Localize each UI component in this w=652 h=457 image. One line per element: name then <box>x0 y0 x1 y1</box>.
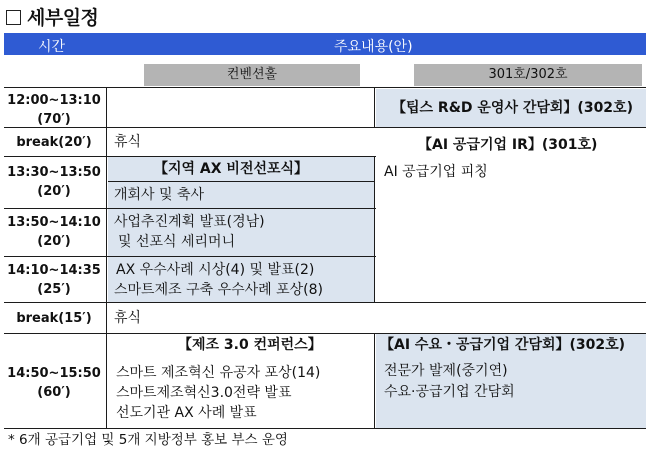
plan-presentation: 사업추진계획 발표(경남) <box>114 214 265 230</box>
header-time: 시간 <box>38 39 66 55</box>
conference-item: 스마트제조혁신3.0전략 발표 <box>116 385 292 401</box>
time-duration: (70′) <box>37 112 71 127</box>
break-time: break(15′) <box>16 311 92 326</box>
ceremony: 및 선포식 세리머니 <box>118 234 236 250</box>
table-top-line <box>4 87 646 88</box>
time-cell <box>2 91 106 129</box>
break-label: 휴식 <box>114 134 142 150</box>
time-range: 13:50~14:10 <box>7 215 101 230</box>
smart-mfg-awards: 스마트제조 구축 우수사례 포상(8) <box>114 282 323 298</box>
time-range: 14:10~14:35 <box>7 263 101 278</box>
row-line <box>4 302 646 303</box>
time-cell <box>2 364 106 402</box>
time-duration: (20′) <box>37 184 71 199</box>
footnote: * 6개 공급기업 및 5개 지방정부 홍보 부스 운영 <box>8 432 288 448</box>
time-column-line <box>106 87 107 428</box>
time-cell <box>2 261 106 299</box>
time-range: 13:30~13:50 <box>7 165 101 180</box>
header-content: 주요내용(안) <box>334 39 413 55</box>
time-cell <box>2 163 106 201</box>
checkbox-square-icon <box>6 10 21 25</box>
ax-vision-title: 【지역 AX 비전선포식】 <box>154 161 309 177</box>
opening-remarks: 개회사 및 축사 <box>114 187 205 203</box>
ai-demand-item: 전문가 발제(중기연) <box>384 363 508 379</box>
ax-awards: AX 우수사례 시상(4) 및 발표(2) <box>116 262 315 278</box>
row-line <box>4 256 376 257</box>
ai-ir-title: 【AI 공급기업 IR】(301호) <box>418 137 598 153</box>
conference-item: 선도기관 AX 사례 발표 <box>116 405 257 421</box>
title-text: 세부일정 <box>27 7 99 29</box>
ai-demand-title: 【AI 수요・공급기업 간담회】(302호) <box>380 337 626 353</box>
time-range: 12:00~13:10 <box>7 93 101 108</box>
time-duration: (20′) <box>37 234 71 249</box>
time-range: 14:50~15:50 <box>7 366 101 381</box>
time-duration: (60′) <box>37 385 71 400</box>
page-title <box>6 3 98 30</box>
break-label: 휴식 <box>114 310 142 326</box>
break-time: break(20′) <box>16 135 92 150</box>
venue-hall: 컨벤션홀 <box>144 64 360 86</box>
inner-line <box>108 181 374 182</box>
ai-ir-item: AI 공급기업 피칭 <box>384 164 488 180</box>
venue-room: 301호/302호 <box>414 64 642 86</box>
column-line <box>374 333 375 428</box>
row-line <box>4 156 376 157</box>
conference-title: 【제조 3.0 컨퍼런스】 <box>178 337 322 353</box>
column-line <box>374 87 375 128</box>
row-line <box>4 208 376 209</box>
row-line <box>4 333 646 334</box>
time-cell <box>2 213 106 251</box>
column-line <box>374 156 375 303</box>
table-header <box>4 33 646 55</box>
conference-item: 스마트 제조혁신 유공자 포상(14) <box>116 365 321 381</box>
time-duration: (25′) <box>37 282 71 297</box>
table-bottom-line <box>4 428 646 429</box>
tips-meeting: 【팁스 R&D 운영사 간담회】(302호) <box>392 100 633 116</box>
ai-demand-item: 수요·공급기업 간담회 <box>384 384 515 400</box>
